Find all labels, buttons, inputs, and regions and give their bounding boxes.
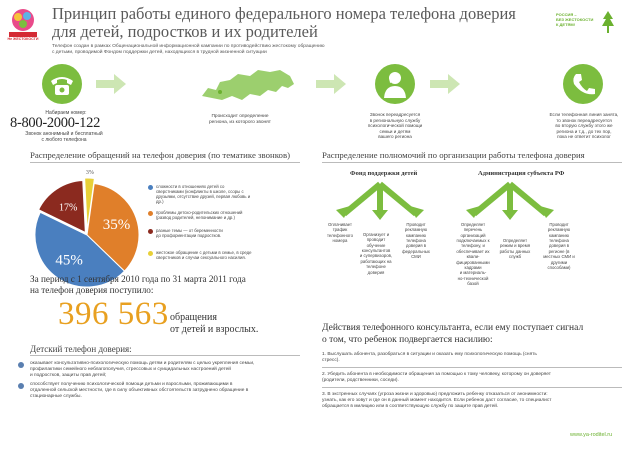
legend-swatch-2: [148, 211, 153, 216]
legend-item-4: жестокое обращение с детьми в семье, в среде сверстников и случаи сексуального насилия.: [148, 250, 252, 260]
detsky-rule: [30, 355, 300, 356]
admin-item-3-line: телефона: [549, 238, 569, 244]
admin-item-3-line: другими: [550, 259, 568, 265]
admin-item-1-line: фицированными: [456, 259, 490, 265]
admin-item-2-line: режим и время: [499, 243, 531, 249]
org-admin: Администрация субъекта РФ: [478, 170, 565, 177]
powers-title: Распределение полномочий по организации работы телефона доверия: [322, 150, 585, 160]
step2-text: Происходит определение региона, из которого звонят: [209, 114, 271, 125]
admin-item-2-line: Определяет: [502, 238, 528, 243]
step4-text: Если телефонная линия занята, то звонок переадресуется во вторую службу этого же региона и т.д., до тех пор, пока не ответит психолог: [549, 112, 619, 139]
action-step-3: 3. В экстренных случаях (угроза жизни и здоровью) предложить ребенку отказаться от анонимности: узнать, как его зовут и где он в данный момент находится. Если ребенок даст согласие, то специалист обращается в милицию или в соответствующую службу по защите прав детей.: [322, 392, 552, 409]
admin-item-1-line: организаций: [460, 232, 486, 238]
fond-item-2-line: консультантов: [361, 248, 391, 254]
step1-label: Набираем номер:: [45, 110, 87, 116]
fond-item-3-line: федеральных: [402, 248, 430, 254]
admin-item-1-line: квали-: [466, 254, 480, 260]
admin-item-3: [538, 222, 580, 270]
step1-note: Звонок анонимный и бесплатный с любого телефона: [25, 131, 103, 143]
page-subtitle: Телефон создан в рамках Общенациональной информационной кампании по противодействию жестокому обращению с детьми, проводимой Фондом поддержки детей, находящихся в трудной жизненной ситуации: [52, 44, 325, 55]
fond-item-1: [320, 222, 360, 243]
pie-label-2: 35%: [102, 216, 131, 233]
bullet-1: [18, 362, 24, 368]
right-logo: РОССИЯ – БЕЗ ЖЕСТОКОСТИ К ДЕТЯМ!: [556, 10, 636, 40]
flow-arrow-3: [430, 72, 460, 96]
admin-item-3-line: регионе (в: [548, 248, 570, 254]
flow-arrow-2: [316, 72, 346, 96]
legend-item-1: сложности в отношениях детей со сверстниками (конфликты в школе, ссоры с друзьями, отсутствие друзей, первая любовь и др.): [148, 184, 250, 205]
fond-item-2-line: доверия: [367, 269, 385, 275]
detsky-item-2: способствует получению психологической помощи детьми и взрослыми, проживающими в отдаленной сельской местности, где в силу объективных обстоятельств затруднено обращение в стационарные службы.: [30, 382, 249, 399]
legend-item-3: разные темы — от беременности до профориентации подростков.: [148, 228, 223, 238]
phone-circle: [42, 64, 82, 104]
fond-item-1-line: Оплачивает: [328, 222, 352, 227]
admin-item-1-line: кадрами: [464, 264, 482, 270]
action-rule-2: [322, 387, 622, 388]
admin-item-1-line: обеспечивает их: [456, 248, 490, 254]
page-title: [52, 5, 516, 41]
fond-item-3: [396, 222, 436, 260]
action-rule-1: [322, 367, 622, 368]
pie-section-rule: [30, 162, 300, 163]
step3-text: Звонок переадресуется в региональную службу психологической помощи семьи и детям вашего региона: [367, 112, 423, 139]
total-calls-number: 396 563: [58, 296, 169, 332]
admin-item-1-line: телефону, и: [461, 243, 485, 249]
admin-item-1-line: Определяет: [460, 222, 486, 227]
consultant-icon: [375, 64, 415, 104]
fond-item-2-line: телефоне: [366, 264, 386, 270]
fond-item-3-line: рекламную: [404, 227, 428, 233]
org-fond: Фонд поддержки детей: [350, 170, 418, 177]
admin-arrows: [460, 180, 560, 220]
admin-item-3-line: Проводит: [549, 222, 569, 227]
stats-period: За период с 1 сентября 2010 года по 31 марта 2011 года на телефон доверия поступило:: [30, 274, 246, 295]
admin-item-3-line: доверия в: [548, 243, 570, 249]
fond-item-2-line: проводит: [366, 237, 386, 243]
admin-item-1-line: и материаль-: [459, 270, 487, 276]
flow-arrow-1: [96, 72, 126, 96]
russia-map-icon: [198, 66, 298, 106]
legend-swatch-3: [148, 229, 153, 234]
admin-item-1-line: подключаемых к: [456, 238, 490, 244]
hotline-number: 8-800-2000-122: [10, 115, 101, 131]
telephone-icon: [42, 64, 82, 104]
pie-label-4: 3%: [85, 170, 94, 177]
pie-label-1: 45%: [55, 252, 83, 269]
actions-title: Действия телефонного консультанта, если ему поступает сигнал о том, что ребенок подвергается насилию:: [322, 323, 584, 345]
fond-item-1-line: номера: [332, 238, 348, 244]
admin-item-1: [452, 222, 494, 286]
admin-item-2-line: служб: [508, 254, 522, 260]
admin-item-3-line: кампанию: [548, 232, 570, 238]
admin-item-3-line: рекламную: [547, 227, 571, 233]
legend-swatch-4: [148, 251, 153, 256]
admin-item-1-line: базой: [467, 280, 479, 286]
footer-url[interactable]: www.ya-roditel.ru: [570, 432, 613, 438]
fond-arrows: [330, 180, 430, 220]
powers-rule: [322, 162, 622, 163]
admin-item-1-line: перечень: [463, 227, 483, 233]
fond-item-2-line: работающих на: [360, 258, 392, 264]
detsky-item-1: оказывает консультативно-психологическую помощь детям и родителям с целью укрепления семьи, профилактики семейного неблагополучия, стрессовых и суицидальных настроений детей и подростков, защиты прав детей;: [30, 361, 255, 378]
fond-item-3-line: Проводит: [406, 222, 426, 227]
fond-item-2-line: обучение: [366, 242, 386, 248]
total-calls-caption: обращения от детей и взрослых.: [170, 312, 259, 335]
action-step-2: 2. Убедить абонента в необходимости обращения за помощью к тому человеку, которому он доверяет (родители, родственники, соседи).: [322, 372, 551, 383]
bullet-2: [18, 383, 24, 389]
title-line-1: Принцип работы единого федерального номера телефона доверия: [52, 4, 516, 23]
legend-item-2: проблемы детско-родительских отношений (развод родителей, непонимание и др.): [148, 210, 242, 220]
title-line-2: для детей, подростков и их родителей: [52, 22, 318, 41]
action-step-1: 1. Выслушать абонента, разобраться в ситуации и оказать ему психологическую помощь (снять стресс).: [322, 352, 537, 363]
fond-item-1-line: телефонного: [327, 232, 353, 238]
fond-item-2-line: и супервизоров,: [359, 253, 393, 259]
left-logo-text: Не ЖЕСТОКОСТИ: [7, 37, 39, 41]
admin-item-2-line: работы данных: [499, 248, 531, 254]
pie-label-3: 17%: [58, 202, 78, 214]
fond-item-2-line: Организует и: [362, 232, 390, 237]
admin-item-2: [494, 238, 536, 259]
legend-swatch-1: [148, 185, 153, 190]
fond-item-3-line: СМИ: [411, 254, 421, 260]
fond-item-3-line: кампанию: [405, 232, 427, 238]
fond-item-3-line: доверия в: [405, 243, 427, 249]
handset-circle: [563, 64, 603, 104]
handset-icon: [563, 64, 603, 104]
detsky-title: Детский телефон доверия:: [30, 344, 132, 354]
left-logo: [6, 6, 40, 40]
pie-section-title: Распределение обращений на телефон доверия (по тематике звонков): [30, 150, 291, 160]
fond-item-2: [356, 232, 396, 275]
fond-item-3-line: телефона: [406, 238, 426, 244]
consultant-circle: [375, 64, 415, 104]
admin-item-3-line: способами): [547, 264, 571, 270]
admin-item-1-line: но-технической: [457, 275, 489, 281]
admin-item-3-line: местных СМИ и: [543, 254, 575, 260]
fond-item-1-line: трафик: [332, 227, 348, 233]
